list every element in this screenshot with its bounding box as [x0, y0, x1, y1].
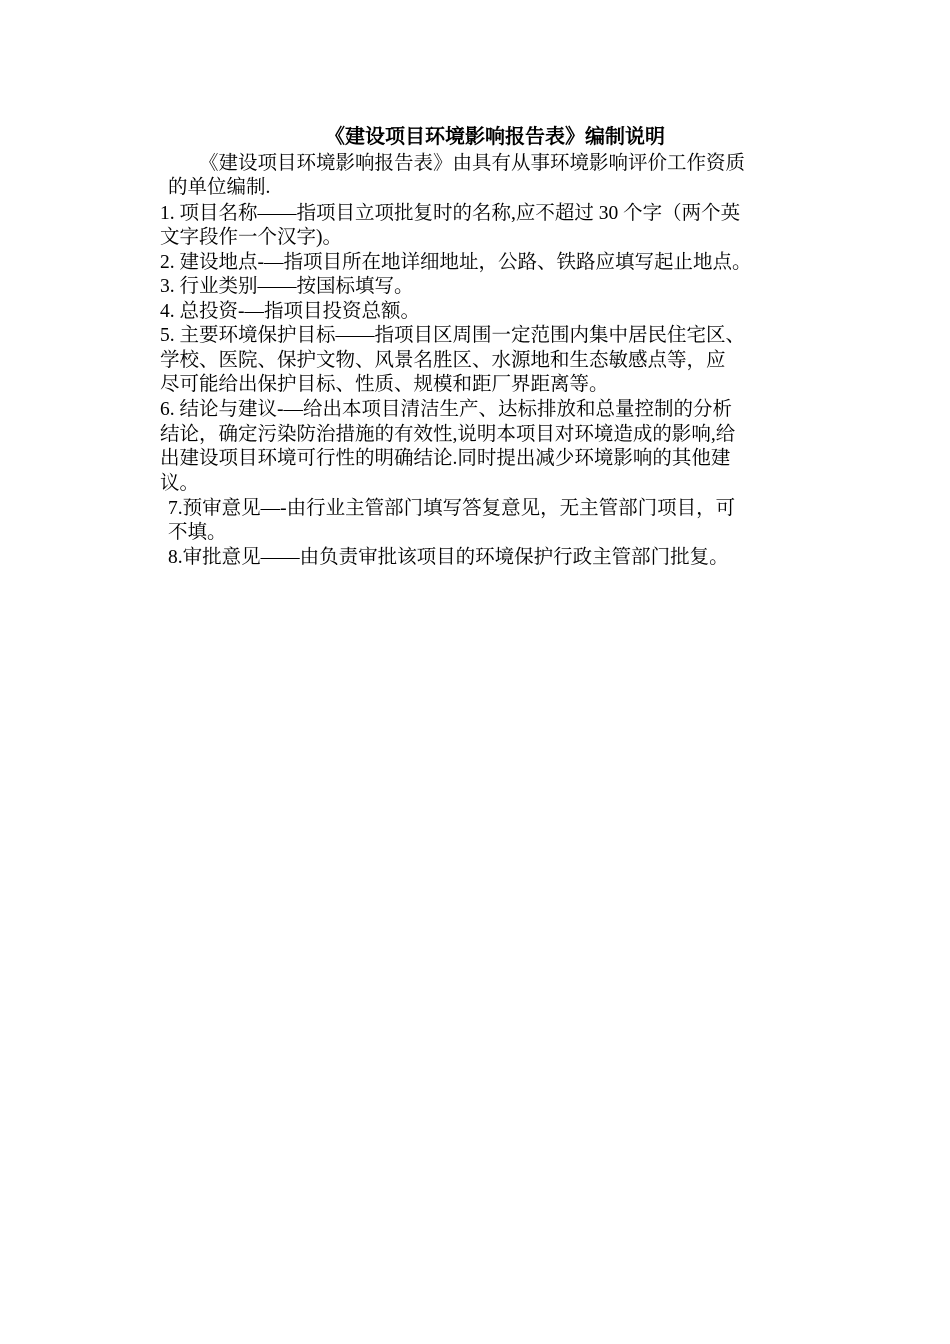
item-5-line-1: 5. 主要环境保护目标——指项目区周围一定范围内集中居民住宅区、: [160, 325, 746, 346]
intro-line-1: 《建设项目环境影响报告表》由具有从事环境影响评价工作资质: [199, 153, 746, 174]
item-1-line-2: 文字段作一个汉字)。: [160, 227, 342, 248]
item-7-line-1: 7.预审意见—-由行业主管部门填写答复意见，无主管部门项目，可: [168, 498, 736, 519]
intro-line-2: 的单位编制.: [168, 177, 271, 198]
item-8-line-1: 8.审批意见——由负责审批该项目的环境保护行政主管部门批复。: [168, 547, 729, 568]
item-6-line-3: 出建设项目环境可行性的明确结论.同时提出减少环境影响的其他建: [160, 448, 731, 469]
item-3-line-1: 3. 行业类别——按国标填写。: [160, 276, 414, 297]
item-6-line-2: 结论，确定污染防治措施的有效性,说明本项目对环境造成的影响,给: [160, 424, 736, 445]
item-7-line-2: 不填。: [168, 522, 227, 543]
document-title: 《建设项目环境影响报告表》编制说明: [325, 126, 665, 148]
item-5-line-2: 学校、医院、保护文物、风景名胜区、水源地和生态敏感点等，应: [160, 350, 726, 371]
item-4-line-1: 4. 总投资-—指项目投资总额。: [160, 301, 420, 322]
item-1-line-1: 1. 项目名称——指项目立项批复时的名称,应不超过 30 个字（两个英: [160, 203, 741, 224]
item-6-line-1: 6. 结论与建议-—给出本项目清洁生产、达标排放和总量控制的分析: [160, 399, 732, 420]
item-5-line-3: 尽可能给出保护目标、性质、规模和距厂界距离等。: [160, 374, 609, 395]
item-6-line-4: 议。: [160, 473, 200, 494]
item-2-line-1: 2. 建设地点-—指项目所在地详细地址，公路、铁路应填写起止地点。: [160, 252, 752, 273]
